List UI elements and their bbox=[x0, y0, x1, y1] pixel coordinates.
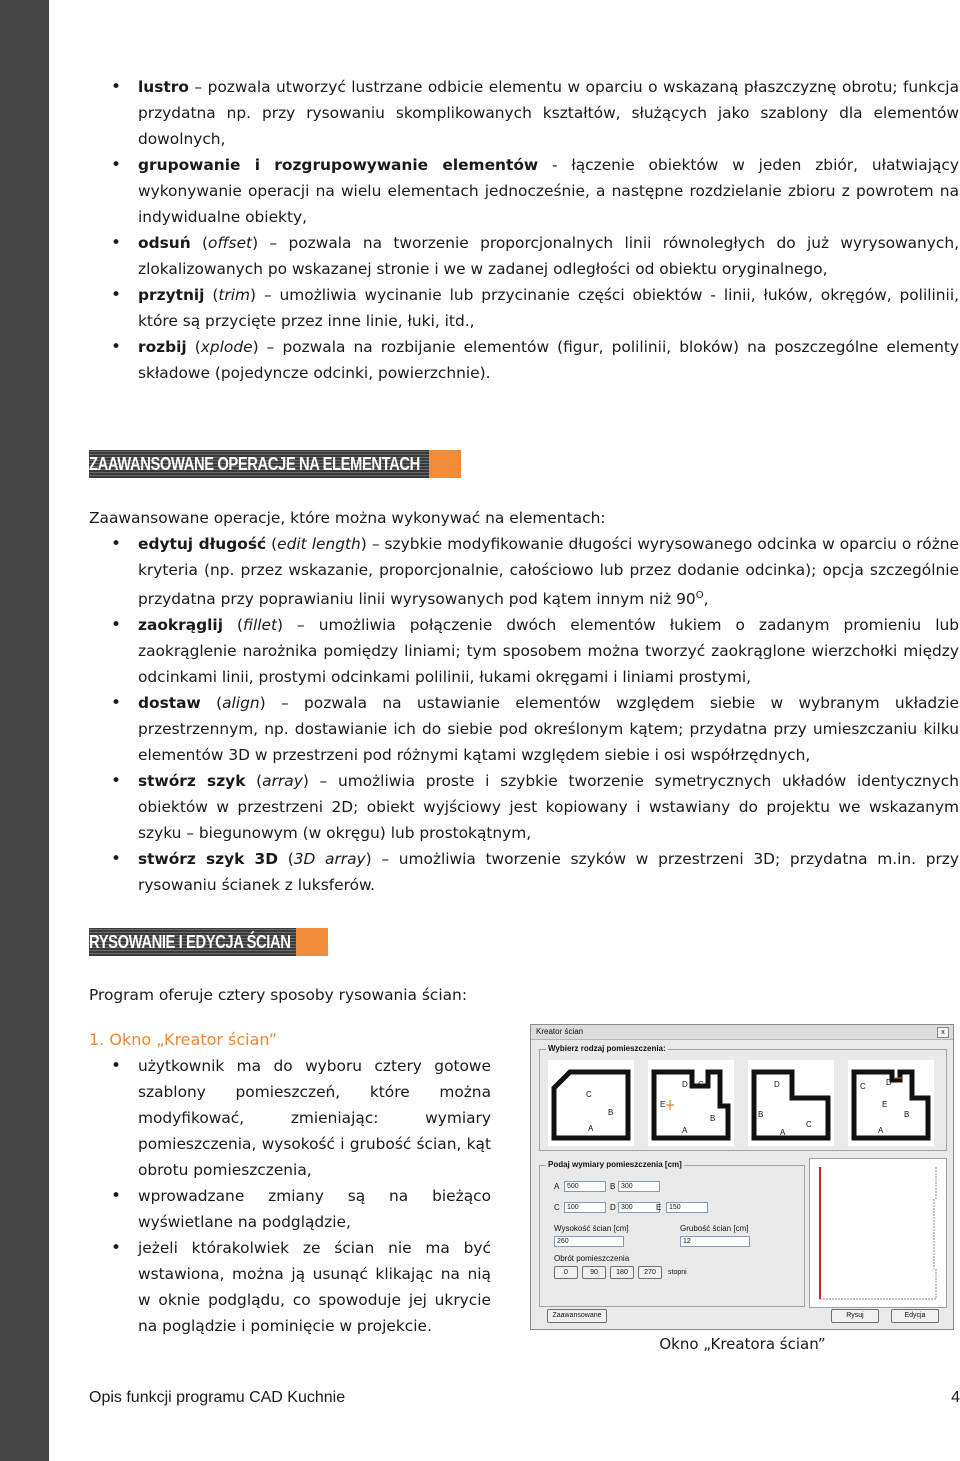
edit-button[interactable]: Edycja bbox=[891, 1309, 939, 1323]
paren-open: ( bbox=[204, 286, 219, 304]
list-item bbox=[89, 690, 959, 768]
list-item: • wprowadzane zmiany są na bieżąco wyświetlane na podglądzie, bbox=[89, 1183, 491, 1235]
room-label: B bbox=[904, 1110, 910, 1119]
wall-wizard-window bbox=[530, 1024, 954, 1330]
english-term: offset bbox=[208, 234, 253, 252]
room-template-4[interactable] bbox=[848, 1060, 934, 1146]
rotate-180-button[interactable]: 180 bbox=[610, 1266, 634, 1279]
room-preview[interactable] bbox=[809, 1158, 947, 1308]
field-b-label: B bbox=[610, 1182, 616, 1191]
paren-open: ( bbox=[222, 616, 243, 635]
section-title: ZAAWANSOWANE OPERACJE NA ELEMENTACH bbox=[89, 454, 420, 474]
field-e-input[interactable]: 150 bbox=[666, 1202, 708, 1213]
tail: , bbox=[703, 590, 709, 609]
term: rozbij bbox=[138, 338, 187, 356]
group-legend: Wybierz rodzaj pomieszczenia: bbox=[548, 1044, 666, 1053]
section-title: RYSOWANIE I EDYCJA ŚCIAN bbox=[89, 932, 291, 952]
group-legend: Podaj wymiary pomieszczenia [cm] bbox=[548, 1160, 682, 1169]
room-label: E bbox=[660, 1100, 666, 1109]
paren-open: ( bbox=[200, 694, 223, 713]
room-label: A bbox=[878, 1126, 884, 1135]
window-titlebar bbox=[531, 1025, 953, 1040]
english-term: 3D array bbox=[293, 850, 366, 869]
list-item bbox=[89, 768, 959, 846]
room-label: C bbox=[586, 1090, 592, 1099]
field-e-label: E bbox=[656, 1203, 662, 1212]
footer-title: Opis funkcji programu CAD Kuchnie bbox=[89, 1389, 346, 1406]
degree-superscript: O bbox=[695, 590, 704, 601]
term: dostaw bbox=[138, 694, 201, 713]
room-shape-1-icon bbox=[548, 1060, 634, 1146]
wall-height-input[interactable]: 260 bbox=[554, 1236, 624, 1247]
room-template-2[interactable] bbox=[648, 1060, 734, 1146]
field-d-input[interactable]: 300 bbox=[618, 1202, 660, 1213]
figure-caption: Okno „Kreatora ścian” bbox=[659, 1335, 826, 1353]
english-term: trim bbox=[218, 286, 251, 304]
room-label: A bbox=[780, 1128, 786, 1137]
wall-height-label: Wysokość ścian [cm] bbox=[554, 1224, 629, 1233]
rotate-90-button[interactable]: 90 bbox=[582, 1266, 606, 1279]
field-c-input[interactable]: 100 bbox=[564, 1202, 606, 1213]
advanced-button[interactable]: Zaawansowane bbox=[547, 1309, 607, 1323]
description: ) – umożliwia połączenie dwóch elementów łukiem o zadanym promieniu lub zaokrąglenie narożnika pomiędzy liniami; tym sposobem można tworzyć zaokrąglone wierzchołki między odcinkami linii, prostymi odcinkami polilinii, łukami okręgami i liniami prostymi, bbox=[138, 616, 959, 687]
operations-list-2 bbox=[89, 531, 959, 898]
description: ) – umożliwia wycinanie lub przycinanie części obiektów - linii, łuków, okręgów, polilinii, które są przycięte przez inne linie, łuki, itd., bbox=[138, 286, 959, 330]
room-label: D bbox=[682, 1080, 688, 1089]
english-term: edit length bbox=[277, 535, 361, 553]
list-item bbox=[89, 531, 959, 612]
term: odsuń bbox=[138, 234, 191, 252]
english-term: align bbox=[222, 694, 260, 713]
room-template-3[interactable] bbox=[748, 1060, 834, 1146]
rotation-unit: stopni bbox=[668, 1269, 687, 1276]
room-label: C bbox=[806, 1120, 812, 1129]
room-label: C bbox=[698, 1080, 704, 1089]
wall-thickness-input[interactable]: 12 bbox=[680, 1236, 750, 1247]
field-a-label: A bbox=[554, 1182, 560, 1191]
room-label: D bbox=[886, 1078, 892, 1087]
description: - łączenie obiektów w jeden zbiór, ułatwiający wykonywanie operacji na wielu elementach jednocześnie, a następne rozdzielanie zbioru z powrotem na indywidualne obiekty, bbox=[138, 156, 959, 226]
operations-list-1 bbox=[89, 74, 959, 386]
list-item bbox=[89, 846, 959, 898]
list-item bbox=[89, 152, 959, 230]
term: edytuj długość bbox=[138, 535, 267, 553]
description: ) – pozwala na ustawianie elementów względem siebie w wybranym układzie przestrzennym, np. dostawianie ich do siebie pod określonym kątem; przydatna przy umieszczaniu kilku elementów 3D w przestrzeni pod różnymi kątami względem siebie i osi współrzędnych, bbox=[138, 694, 960, 765]
draw-button[interactable]: Rysuj bbox=[831, 1309, 879, 1323]
wall-thickness-label: Grubość ścian [cm] bbox=[680, 1224, 749, 1233]
room-template-1[interactable] bbox=[548, 1060, 634, 1146]
intro-paragraph: Zaawansowane operacje, które można wykonywać na elementach: bbox=[89, 509, 606, 527]
description: ) – szybkie modyfikowanie długości wyrysowanego odcinka w oparciu o różne kryteria (np. przez wskazanie, proporcjonalnie, całościowo lub przez dodanie odcinka); opcja szczególnie przydatna przy poprawianiu linii wyrysowanych pod kątem innym niż 90 bbox=[138, 535, 959, 609]
term: przytnij bbox=[138, 286, 205, 304]
description: ) – pozwala na rozbijanie elementów (figur, polilinii, bloków) na poszczególne elementy składowe (pojedyncze odcinki, powierzchnie). bbox=[138, 338, 959, 382]
wizard-feature-list bbox=[89, 1053, 491, 1339]
list-item: • jeżeli którakolwiek ze ścian nie ma być wstawiona, można ją usunąć klikając na nią w oknie podglądu, co spowoduje jej ukrycie na poglądzie i pominięcie w projekcie. bbox=[89, 1235, 491, 1339]
list-item bbox=[89, 612, 959, 690]
list-item bbox=[89, 334, 959, 386]
english-term: array bbox=[262, 772, 303, 791]
rotate-0-button[interactable]: 0 bbox=[554, 1266, 578, 1279]
english-term: xplode bbox=[200, 338, 253, 356]
term: zaokrąglij bbox=[138, 616, 223, 635]
description: ) – umożliwia proste i szybkie tworzenie symetrycznych układów identycznych obiektów w przestrzeni 2D; obiekt wyjściowy jest kopiowany i wstawiany do projektu we wskazanym szyku – biegunowym (w okręgu) lub prostokątnym, bbox=[138, 772, 960, 843]
list-item bbox=[89, 74, 959, 152]
window-title: Kreator ścian bbox=[536, 1027, 584, 1036]
paren-open: ( bbox=[245, 772, 263, 791]
room-type-group bbox=[539, 1044, 947, 1151]
intro-paragraph: Program oferuje cztery sposoby rysowania ścian: bbox=[89, 986, 468, 1004]
paren-open: ( bbox=[190, 234, 209, 252]
term: stwórz szyk 3D bbox=[138, 850, 279, 869]
page-number: 4 bbox=[951, 1389, 960, 1406]
description: ) – umożliwia tworzenie szyków w przestrzeni 3D; przydatna m.in. przy rysowaniu ścianek z luksferów. bbox=[138, 850, 959, 895]
sub-heading: 1. Okno „Kreator ścian” bbox=[89, 1030, 277, 1049]
room-label: B bbox=[758, 1110, 764, 1119]
dimensions-group bbox=[539, 1160, 805, 1307]
list-item: • użytkownik ma do wyboru cztery gotowe szablony pomieszczeń, które można modyfikować, zmieniając: wymiary pomieszczenia, wysokość i grubość ścian, kąt obrotu pomieszczenia, bbox=[89, 1053, 491, 1183]
field-c-label: C bbox=[554, 1203, 560, 1212]
term: grupowanie i rozgrupowywanie elementów bbox=[138, 156, 539, 174]
description: ) – pozwala na tworzenie proporcjonalnych linii równoległych do już wyrysowanych, zlokalizowanych po wskazanej stronie i we w zadanej odległości od obiektu oryginalnego, bbox=[138, 234, 959, 278]
close-icon[interactable]: x bbox=[937, 1027, 949, 1038]
preview-walls-icon bbox=[810, 1159, 946, 1307]
room-label: A bbox=[588, 1124, 594, 1133]
field-b-input[interactable]: 300 bbox=[618, 1181, 660, 1192]
section-header-walls bbox=[89, 928, 328, 956]
paren-open: ( bbox=[186, 338, 201, 356]
side-bar bbox=[0, 0, 49, 1461]
term: lustro bbox=[138, 78, 189, 96]
english-term: fillet bbox=[243, 616, 277, 635]
paren-open: ( bbox=[278, 850, 294, 869]
room-label: B bbox=[710, 1114, 716, 1123]
room-label: C bbox=[860, 1082, 866, 1091]
term: stwórz szyk bbox=[138, 772, 246, 791]
field-a-input[interactable]: 500 bbox=[564, 1181, 606, 1192]
room-shape-3-icon bbox=[748, 1060, 834, 1146]
description: – pozwala utworzyć lustrzane odbicie elementu w oparciu o wskazaną płaszczyznę obrotu; funkcja przydatna np. przy rysowaniu skomplikowanych kształtów, służących jako szablony dla elementów dowolnych, bbox=[138, 78, 959, 148]
field-d-label: D bbox=[610, 1203, 616, 1212]
paren-open: ( bbox=[266, 535, 278, 553]
room-label: B bbox=[608, 1108, 614, 1117]
room-label: A bbox=[682, 1126, 688, 1135]
rotation-label: Obrót pomieszczenia bbox=[554, 1254, 630, 1263]
list-item bbox=[89, 282, 959, 334]
room-label: D bbox=[774, 1080, 780, 1089]
list-item bbox=[89, 230, 959, 282]
rotate-270-button[interactable]: 270 bbox=[638, 1266, 662, 1279]
room-shape-4-icon bbox=[848, 1060, 934, 1146]
room-label: E bbox=[882, 1100, 888, 1109]
section-header-advanced bbox=[89, 450, 461, 478]
